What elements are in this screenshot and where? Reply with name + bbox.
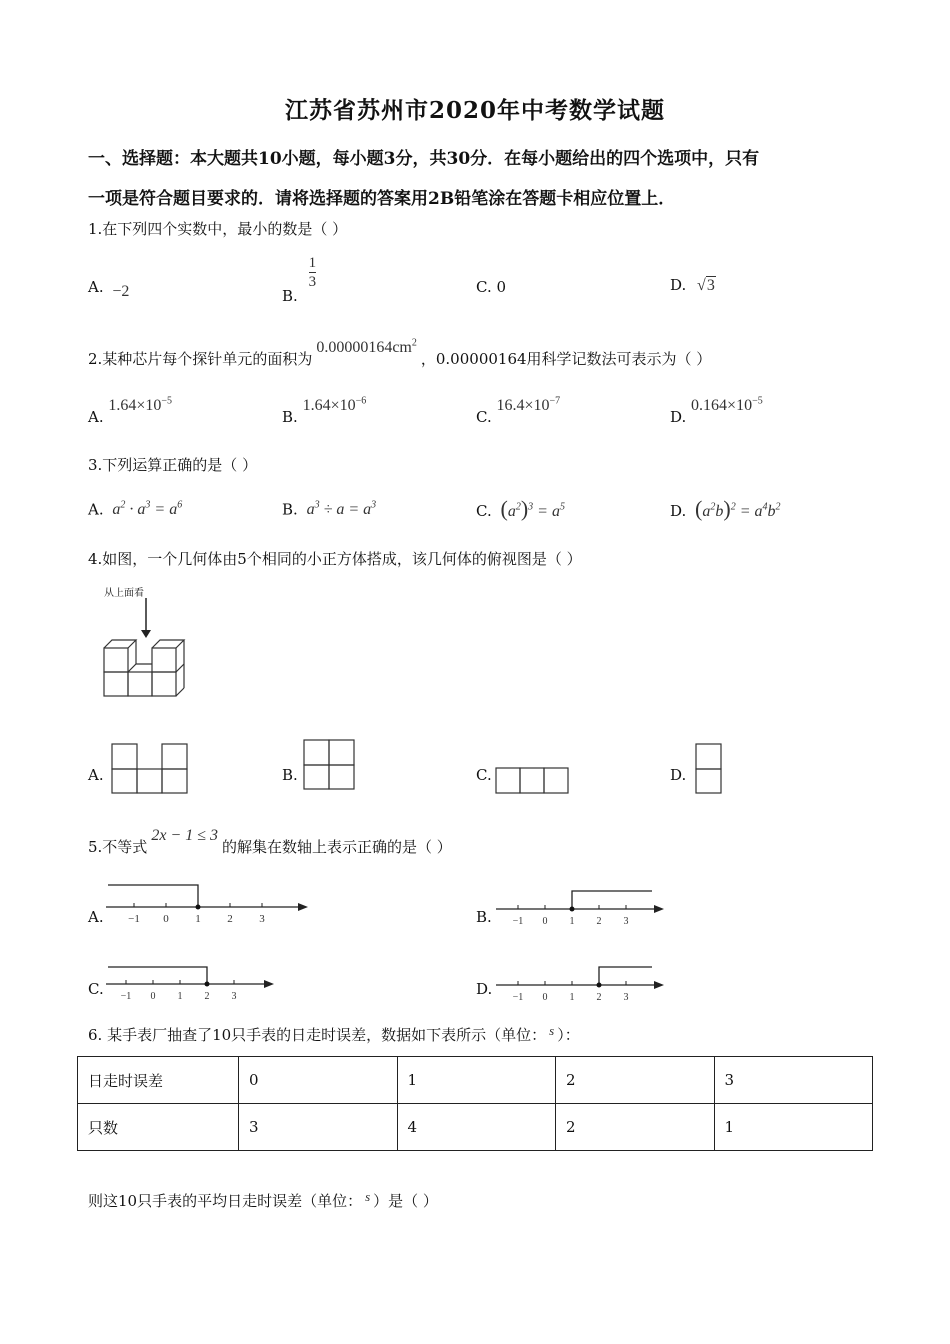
solution-point <box>196 905 201 910</box>
option-label: A. <box>88 278 104 296</box>
tick-label: −1 <box>512 916 524 927</box>
q5-option-c-label: C. <box>88 980 104 998</box>
q2-a-exp: −5 <box>161 396 173 407</box>
q2-option-d <box>670 396 763 427</box>
axis-arrow-icon <box>654 905 664 913</box>
solution-ray <box>108 967 207 984</box>
option-label: B. <box>282 766 298 784</box>
q3-stem: 3.下列运算正确的是（ ） <box>88 456 258 474</box>
q4-option-a <box>88 766 104 784</box>
solution-ray <box>572 891 652 909</box>
option-label: D. <box>670 408 687 427</box>
q2-stem-pre: 2.某种芯片每个探针单元的面积为 <box>88 350 313 368</box>
q4-solid-figure <box>100 594 200 704</box>
axis-arrow-icon <box>264 980 274 988</box>
tick-label: −1 <box>512 992 524 1003</box>
q4-b-topview <box>302 738 356 792</box>
q5-stem-post: 的解集在数轴上表示正确的是（ ） <box>222 838 452 856</box>
tick-label: 1 <box>569 916 575 927</box>
q2-area-exp: 2 <box>411 337 417 349</box>
q5-option-d-label: D. <box>476 980 493 998</box>
q1-c-value: 0 <box>496 278 507 296</box>
tick-label: 1 <box>195 913 201 925</box>
q4-d-topview <box>694 742 724 796</box>
q5-stem <box>88 827 452 857</box>
q4-view-label: 从上面看 <box>104 588 144 599</box>
q3-option-b <box>282 500 376 519</box>
page-title: 江苏省苏州市2020年中考数学试题 <box>284 97 665 124</box>
option-label: B. <box>282 286 298 305</box>
q3-option-c <box>476 496 565 522</box>
q3-b-expr: $a^3 \div a = a^3$ <box>306 500 377 519</box>
q6-stem <box>88 1024 580 1045</box>
q4-option-b <box>282 766 298 784</box>
q5-d-numberline <box>494 960 670 1004</box>
q1-a-value: −2 <box>112 283 130 300</box>
q3-a-expr: $a^2 \cdot a^3 = a^6$ <box>112 500 183 519</box>
tick-label: 3 <box>623 992 629 1003</box>
table-cell: 4 <box>397 1104 556 1151</box>
q4-stem: 4.如图，一个几何体由5个相同的小正方体搭成，该几何体的俯视图是（ ） <box>88 550 582 568</box>
section-header-line1: 一、选择题：本大题共10小题，每小题3分，共30分．在每小题给出的四个选项中，只有 <box>88 149 760 169</box>
table-row <box>78 1057 873 1104</box>
tick-label: 3 <box>623 916 629 927</box>
q4-option-c <box>476 766 492 784</box>
q6-data-table <box>77 1056 873 1151</box>
tick-label: 0 <box>163 913 169 925</box>
q5-c-numberline <box>104 958 280 1002</box>
option-label: B. <box>282 500 298 519</box>
sqrt-icon: √3 <box>697 277 715 294</box>
q2-b-exp: −6 <box>355 396 367 407</box>
table-row <box>78 1104 873 1151</box>
tick-label: 0 <box>150 991 156 1002</box>
q5-a-numberline <box>104 878 314 928</box>
table-cell: 3 <box>714 1057 873 1104</box>
tick-label: 0 <box>542 992 548 1003</box>
tick-label: 2 <box>227 913 233 925</box>
q2-b-base: 1.64×10 <box>302 397 356 415</box>
q2-d-exp: −5 <box>752 396 763 407</box>
axis-arrow-icon <box>654 981 664 989</box>
table-cell: 3 <box>239 1104 398 1151</box>
q6-stem-pre: 6. 某手表厂抽查了10只手表的日走时误差，数据如下表所示（单位： <box>88 1026 547 1044</box>
solution-point <box>597 983 602 988</box>
q6-follow-pre: 则这10只手表的平均日走时误差（单位： <box>88 1192 363 1210</box>
q1-option-a <box>88 278 130 300</box>
q1-stem: 1.在下列四个实数中，最小的数是（ ） <box>88 220 348 238</box>
q5-inequality: 2x − 1 ≤ 3 <box>151 827 218 844</box>
q3-option-a <box>88 500 182 519</box>
fraction-denominator: 3 <box>308 274 317 290</box>
option-label: A. <box>88 408 104 427</box>
q2-option-b <box>282 396 367 427</box>
table-cell: 只数 <box>78 1104 239 1151</box>
q6-unit: s <box>365 1189 371 1204</box>
tick-label: 1 <box>569 992 575 1003</box>
solution-point <box>205 982 210 987</box>
tick-label: 3 <box>259 913 265 925</box>
option-label: C. <box>476 408 492 427</box>
q6-stem-post: ）： <box>557 1026 580 1044</box>
q4-a-topview <box>110 742 190 796</box>
q2-d-base: 0.164×10 <box>691 397 753 415</box>
q1-option-c <box>476 278 506 296</box>
q2-option-a <box>88 396 173 427</box>
solution-ray <box>108 885 198 907</box>
table-cell: 2 <box>556 1104 715 1151</box>
q2-stem-post: ，0.00000164用科学记数法可表示为（ ） <box>420 350 712 368</box>
option-label: B. <box>282 408 298 427</box>
q2-area-value: 0.00000164cm <box>316 339 412 356</box>
option-label: D. <box>670 502 687 520</box>
option-label: C. <box>476 502 492 520</box>
q4-option-d <box>670 766 686 784</box>
q5-option-a-label: A. <box>88 908 104 926</box>
q6-followup <box>88 1190 438 1211</box>
tick-label: 0 <box>542 916 548 927</box>
q1-option-b <box>282 254 317 305</box>
tick-label: 2 <box>596 916 602 927</box>
table-cell: 0 <box>239 1057 398 1104</box>
q3-option-d <box>670 496 781 522</box>
axis-arrow-icon <box>298 903 308 911</box>
q4-c-topview <box>494 766 572 796</box>
q3-c-expr: $(a^2)^3 = a^5$ <box>500 496 565 521</box>
q2-c-exp: −7 <box>549 396 561 407</box>
table-cell: 2 <box>556 1057 715 1104</box>
tick-label: 2 <box>596 992 602 1003</box>
q2-area <box>316 339 417 356</box>
q1-b-fraction <box>309 254 317 291</box>
q5-stem-pre: 5.不等式 <box>88 838 148 856</box>
tick-label: 2 <box>204 991 210 1002</box>
q2-option-c <box>476 396 561 427</box>
option-label: C. <box>476 766 492 784</box>
q6-unit: s <box>549 1023 555 1038</box>
q6-follow-post: ）是（ ） <box>373 1192 438 1210</box>
section-header-line2: 一项是符合题目要求的．请将选择题的答案用2B铅笔涂在答题卡相应位置上． <box>88 189 676 209</box>
solution-point <box>570 907 575 912</box>
option-label: D. <box>670 276 687 294</box>
table-cell: 1 <box>397 1057 556 1104</box>
option-label: C. <box>476 278 492 296</box>
q2-a-base: 1.64×10 <box>108 397 162 415</box>
table-cell: 日走时误差 <box>78 1057 239 1104</box>
q2-c-base: 16.4×10 <box>496 397 550 415</box>
tick-label: −1 <box>120 991 132 1002</box>
option-label: D. <box>670 766 687 784</box>
option-label: A. <box>88 766 104 784</box>
table-cell: 1 <box>714 1104 873 1151</box>
q1-d-radicand: 3 <box>706 277 715 294</box>
tick-label: 3 <box>231 991 237 1002</box>
tick-label: −1 <box>128 913 140 925</box>
tick-label: 1 <box>177 991 183 1002</box>
q5-b-numberline <box>494 884 670 928</box>
fraction-numerator: 1 <box>308 255 317 271</box>
q2-stem <box>88 337 712 369</box>
q1-option-d <box>670 276 716 295</box>
option-label: A. <box>88 500 104 519</box>
q5-option-b-label: B. <box>476 908 492 926</box>
q3-d-expr: $(a^2b)^2 = a^4b^2$ <box>695 496 781 521</box>
